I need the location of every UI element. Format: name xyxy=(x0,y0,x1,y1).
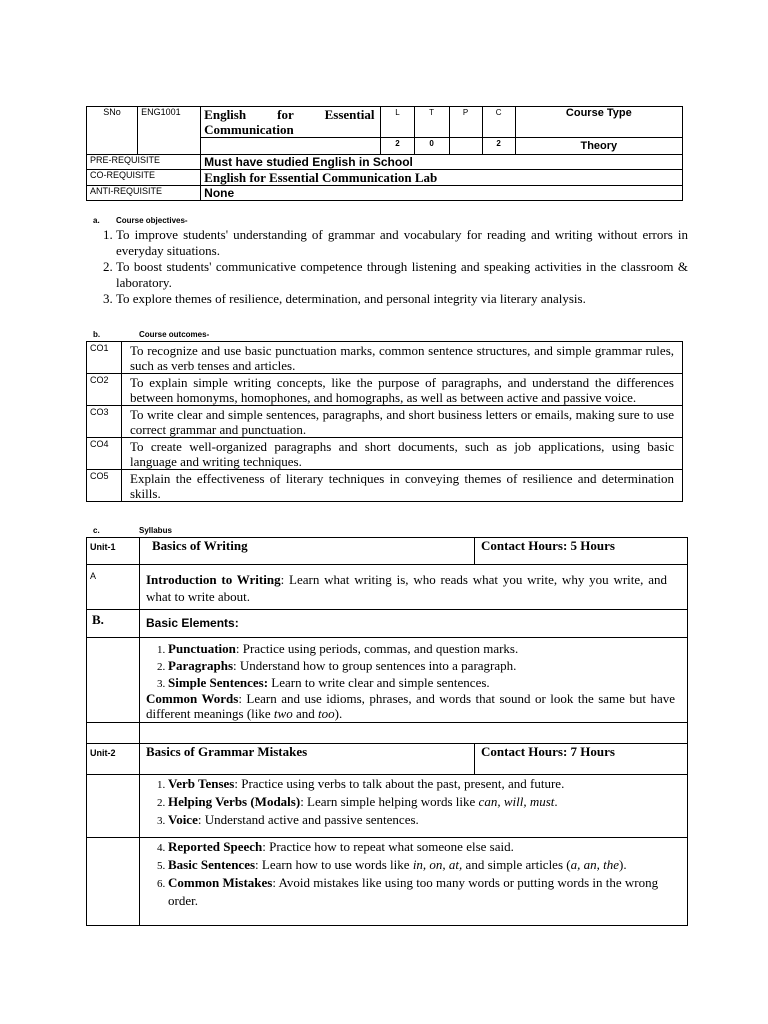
ltpc-label-p: P xyxy=(449,107,482,138)
unit1-hours: Contact Hours: 5 Hours xyxy=(475,538,688,565)
table-row xyxy=(87,342,683,374)
outcome-text: To create well-organized paragraphs and short documents, such as job applications, using basic language and writing techniques. xyxy=(122,438,683,470)
ltpc-value-p xyxy=(449,138,482,155)
list-item-text: : Understand active and passive sentences. xyxy=(197,812,419,827)
unit1-a-title: Introduction to Writing xyxy=(146,572,281,587)
unit2-title: Basics of Grammar Mistakes xyxy=(140,744,475,775)
coreq-value: English for Essential Communication Lab xyxy=(201,170,683,186)
list-item-term: Verb Tenses xyxy=(168,776,235,791)
unit1-b-label: B. xyxy=(87,610,140,638)
outcome-code: CO3 xyxy=(87,406,122,438)
unit1-list-cell xyxy=(140,638,688,723)
table-row xyxy=(87,638,688,723)
table-row xyxy=(87,723,688,744)
outcomes-table xyxy=(86,341,683,502)
unit2-label: Unit-2 xyxy=(87,744,140,775)
coreq-label: CO-REQUISITE xyxy=(87,170,201,186)
outcomes-heading: Course outcomes- xyxy=(139,330,210,339)
syllabus-table xyxy=(86,537,688,926)
list-item-example: in, on, at, xyxy=(412,857,463,872)
unit1-list-spacer xyxy=(87,638,140,723)
list-item-text: : Learn simple helping words like xyxy=(300,794,479,809)
outcome-code: CO2 xyxy=(87,374,122,406)
common-words-example: too xyxy=(318,706,335,721)
course-type-value: Theory xyxy=(515,138,682,155)
outcome-code: CO5 xyxy=(87,470,122,502)
common-words-example: two xyxy=(273,706,293,721)
unit2-list-spacer xyxy=(87,838,140,926)
table-row xyxy=(87,565,688,610)
ltpc-value-t: 0 xyxy=(414,138,449,155)
table-row xyxy=(87,744,688,775)
ltpc-label-t: T xyxy=(414,107,449,138)
unit2-grammar-list xyxy=(146,775,675,829)
ltpc-value-c: 2 xyxy=(482,138,515,155)
objective-item: 1. To improve students' understanding of grammar and vocabulary for reading and writing without errors in everyday situations. xyxy=(116,227,688,258)
list-item xyxy=(168,838,675,856)
list-item-term: Punctuation xyxy=(168,641,236,656)
list-item-text: Learn to write clear and simple sentences. xyxy=(268,675,490,690)
list-item xyxy=(168,640,675,657)
list-item xyxy=(168,874,675,910)
unit2-sentence-list xyxy=(146,838,675,910)
ltpc-label-l: L xyxy=(381,107,414,138)
objective-item: 3. To explore themes of resilience, determination, and personal integrity via literary analysis. xyxy=(116,291,688,307)
outcome-text: To recognize and use basic punctuation marks, common sentence structures, and simple grammar rules, such as verb tenses and articles. xyxy=(122,342,683,374)
common-words-joiner: and xyxy=(292,706,318,721)
list-item-term: Basic Sentences xyxy=(168,857,256,872)
outcome-text: To write clear and simple sentences, paragraphs, and short business letters or emails, making sure to use correct grammar and punctuation. xyxy=(122,406,683,438)
unit1-a-text: : Learn what writing is, who reads what you write, why you write, and what to write about. xyxy=(146,572,667,604)
list-item-text: : Practice how to repeat what someone else said. xyxy=(262,839,514,854)
outcome-code: CO1 xyxy=(87,342,122,374)
list-item-example: a, an, the xyxy=(570,857,619,872)
antireq-value: None xyxy=(201,186,683,201)
table-row xyxy=(87,538,688,565)
table-row xyxy=(87,775,688,838)
course-header-table xyxy=(86,106,683,201)
list-item xyxy=(168,674,675,691)
common-words-text: : Learn and use idioms, phrases, and words that sound or look the same but have different meanings (like xyxy=(146,691,676,721)
objectives-marker: a. xyxy=(93,216,100,225)
list-item-text: and simple articles ( xyxy=(462,857,571,872)
list-item-term: Common Mistakes xyxy=(168,875,273,890)
course-title-spacer xyxy=(201,138,381,155)
table-row xyxy=(87,406,683,438)
unit1-a-content xyxy=(140,565,688,610)
list-item xyxy=(168,775,675,793)
table-row xyxy=(87,374,683,406)
unit1-label: Unit-1 xyxy=(87,538,140,565)
list-item-text: : Avoid mistakes like using too many words or putting words in the wrong order. xyxy=(168,875,659,908)
list-item xyxy=(168,856,675,874)
list-item-term: Helping Verbs (Modals) xyxy=(168,794,301,809)
objective-item: 2. To boost students' communicative competence through listening and speaking activities in the classroom & laboratory. xyxy=(116,259,688,290)
outcome-text: To explain simple writing concepts, like the purpose of paragraphs, and understand the differences between homonyms, homophones, and homographs, as well as between active and passive voice. xyxy=(122,374,683,406)
unit1-elements-list xyxy=(146,640,675,691)
list-item-text: : Practice using periods, commas, and question marks. xyxy=(235,641,519,656)
table-row xyxy=(87,610,688,638)
list-item-end: . xyxy=(554,794,558,809)
course-code: ENG1001 xyxy=(138,107,201,155)
table-row xyxy=(87,438,683,470)
syllabus-heading: Syllabus xyxy=(139,526,172,535)
list-item-end: ). xyxy=(619,857,627,872)
outcomes-marker: b. xyxy=(93,330,101,339)
common-words-term: Common Words xyxy=(146,691,239,706)
list-item-term: Reported Speech xyxy=(168,839,263,854)
objectives-list xyxy=(88,227,688,308)
list-item-term: Paragraphs xyxy=(168,658,233,673)
list-item-term: Voice xyxy=(168,812,198,827)
unit2-list-cell-b xyxy=(140,838,688,926)
common-words-paragraph xyxy=(146,691,675,721)
prereq-label: PRE-REQUISITE xyxy=(87,155,201,170)
list-item-term: Simple Sentences: xyxy=(168,675,269,690)
sno-label: SNo xyxy=(87,107,138,155)
common-words-end: ). xyxy=(334,706,343,721)
ltpc-value-l: 2 xyxy=(381,138,414,155)
empty-cell xyxy=(140,723,688,744)
list-item-example: can, will, must xyxy=(478,794,555,809)
course-title: English for Essential Communication xyxy=(201,107,381,138)
ltpc-label-c: C xyxy=(482,107,515,138)
unit2-list-cell xyxy=(140,775,688,838)
objectives-heading: Course objectives- xyxy=(116,216,188,225)
course-type-label: Course Type xyxy=(515,107,682,138)
unit2-list-spacer xyxy=(87,775,140,838)
antireq-label: ANTI-REQUISITE xyxy=(87,186,201,201)
unit2-hours: Contact Hours: 7 Hours xyxy=(475,744,688,775)
list-item-text: : Understand how to group sentences into a paragraph. xyxy=(233,658,517,673)
syllabus-marker: c. xyxy=(93,526,100,535)
list-item xyxy=(168,811,675,829)
list-item xyxy=(168,793,675,811)
prereq-value: Must have studied English in School xyxy=(201,155,683,170)
table-row xyxy=(87,838,688,926)
list-item-text: : Learn how to use words like xyxy=(255,857,413,872)
unit1-a-label: A xyxy=(87,565,140,610)
table-row xyxy=(87,470,683,502)
list-item xyxy=(168,657,675,674)
list-item-text: : Practice using verbs to talk about the past, present, and future. xyxy=(234,776,565,791)
unit1-title: Basics of Writing xyxy=(140,538,475,565)
outcome-code: CO4 xyxy=(87,438,122,470)
empty-cell xyxy=(87,723,140,744)
outcome-text: Explain the effectiveness of literary techniques in conveying themes of resilience and determination skills. xyxy=(122,470,683,502)
unit1-b-title: Basic Elements: xyxy=(140,610,688,638)
